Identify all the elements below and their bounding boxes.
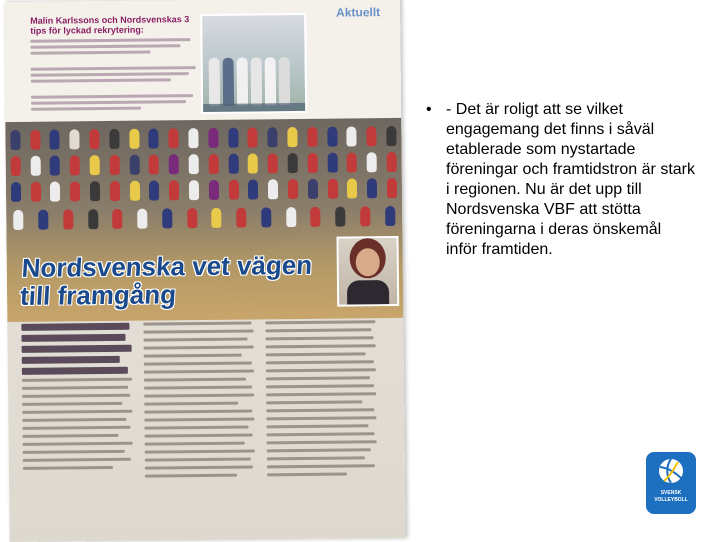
bullet-item bbox=[426, 100, 696, 260]
inset-photo-caption bbox=[203, 103, 305, 112]
volleyball-icon bbox=[658, 458, 684, 484]
article-column bbox=[21, 323, 135, 532]
magazine-page-photo bbox=[4, 0, 406, 542]
tips-list bbox=[30, 36, 201, 123]
logo-text-svensk: SVENSK bbox=[660, 490, 682, 496]
portrait-photo bbox=[336, 236, 399, 307]
svensk-volleyboll-logo bbox=[646, 452, 696, 514]
bullet-dot: • bbox=[426, 101, 432, 118]
section-label: Aktuellt bbox=[336, 5, 381, 20]
tips-title: Malin Karlssons och Nordsvenskas 3 tips för lyckad rekrytering: bbox=[30, 14, 190, 36]
article-headline: Nordsvenska vet vägen till framgång bbox=[19, 249, 314, 311]
bullet-text: - Det är roligt att se vilket engagemang det finns i såväl etablerade som nystartade föreningar och framtidstron är stark i regionen. Nu är det upp till Nordsvenska VBF att stötta föreningarna i deras önskemål inför framtiden. bbox=[446, 101, 695, 258]
slide-bullet-list bbox=[426, 100, 696, 260]
tip-item bbox=[30, 38, 200, 66]
logo-text-volleyboll: VOLLEYBOLL bbox=[654, 497, 688, 503]
tip-item bbox=[31, 94, 201, 122]
tip-item bbox=[31, 66, 201, 94]
inset-team-photo bbox=[200, 13, 307, 114]
article-body bbox=[21, 320, 393, 536]
article-column bbox=[265, 320, 379, 529]
article-column bbox=[143, 321, 257, 530]
